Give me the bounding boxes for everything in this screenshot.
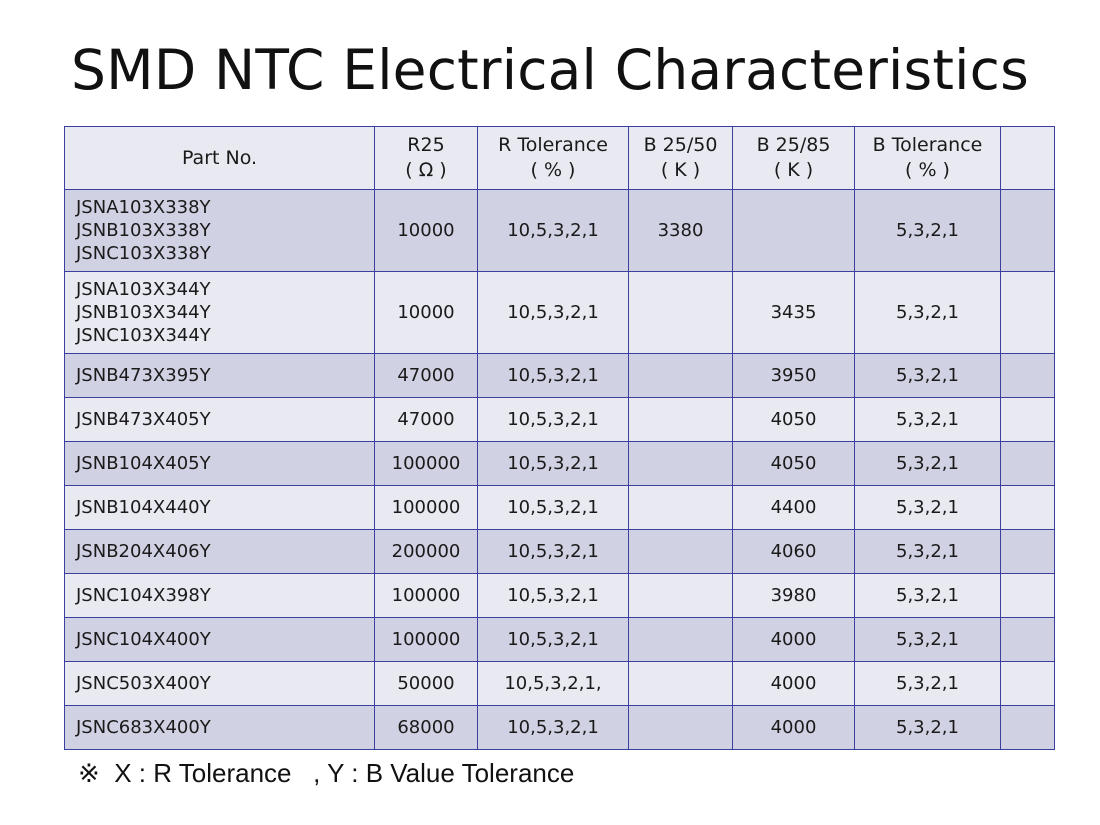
cell-part-no bbox=[65, 442, 375, 486]
header-row bbox=[65, 127, 1055, 190]
header-b2550: B 25/50 ( K ) bbox=[629, 127, 733, 190]
header-extra bbox=[1001, 127, 1055, 190]
cell-r-tolerance: 10,5,3,2,1 bbox=[478, 530, 629, 574]
part-number: JSNC103X338Y bbox=[76, 243, 211, 264]
cell-b-tolerance: 5,3,2,1 bbox=[855, 574, 1001, 618]
cell-part-no bbox=[65, 398, 375, 442]
cell-b2585: 3435 bbox=[733, 272, 855, 354]
table-row bbox=[65, 486, 1055, 530]
cell-b2585 bbox=[733, 190, 855, 272]
cell-extra bbox=[1001, 442, 1055, 486]
header-r25: R25 ( Ω ) bbox=[375, 127, 478, 190]
cell-r25: 10000 bbox=[375, 272, 478, 354]
header-b2585: B 25/85 ( K ) bbox=[733, 127, 855, 190]
cell-b-tolerance: 5,3,2,1 bbox=[855, 354, 1001, 398]
cell-r25: 100000 bbox=[375, 442, 478, 486]
part-number: JSNB204X406Y bbox=[76, 541, 211, 562]
cell-r25: 100000 bbox=[375, 574, 478, 618]
cell-b2550 bbox=[629, 574, 733, 618]
cell-extra bbox=[1001, 618, 1055, 662]
slide-title: SMD NTC Electrical Characteristics bbox=[71, 38, 1029, 102]
cell-r-tolerance: 10,5,3,2,1 bbox=[478, 574, 629, 618]
cell-r-tolerance: 10,5,3,2,1 bbox=[478, 706, 629, 750]
cell-r25: 47000 bbox=[375, 354, 478, 398]
cell-r25: 100000 bbox=[375, 618, 478, 662]
cell-b2550 bbox=[629, 662, 733, 706]
table-row bbox=[65, 706, 1055, 750]
cell-part-no bbox=[65, 618, 375, 662]
part-number: JSNC104X398Y bbox=[76, 585, 211, 606]
part-number: JSNC103X344Y bbox=[76, 325, 211, 346]
cell-r-tolerance: 10,5,3,2,1 bbox=[478, 354, 629, 398]
cell-extra bbox=[1001, 574, 1055, 618]
part-number: JSNB104X440Y bbox=[76, 497, 211, 518]
cell-b2550 bbox=[629, 272, 733, 354]
cell-r-tolerance: 10,5,3,2,1 bbox=[478, 272, 629, 354]
characteristics-table bbox=[64, 126, 1055, 750]
part-number: JSNA103X344Y bbox=[76, 279, 211, 300]
part-number: JSNB103X344Y bbox=[76, 302, 211, 323]
cell-b2585: 4060 bbox=[733, 530, 855, 574]
cell-r-tolerance: 10,5,3,2,1 bbox=[478, 190, 629, 272]
cell-b-tolerance: 5,3,2,1 bbox=[855, 190, 1001, 272]
cell-part-no bbox=[65, 190, 375, 272]
table-row bbox=[65, 354, 1055, 398]
cell-b2585: 4000 bbox=[733, 662, 855, 706]
table-row bbox=[65, 618, 1055, 662]
cell-part-no bbox=[65, 662, 375, 706]
cell-r25: 10000 bbox=[375, 190, 478, 272]
cell-r-tolerance: 10,5,3,2,1 bbox=[478, 486, 629, 530]
cell-extra bbox=[1001, 272, 1055, 354]
cell-part-no bbox=[65, 354, 375, 398]
cell-r25: 50000 bbox=[375, 662, 478, 706]
cell-r-tolerance: 10,5,3,2,1 bbox=[478, 618, 629, 662]
cell-extra bbox=[1001, 530, 1055, 574]
cell-b2550: 3380 bbox=[629, 190, 733, 272]
header-r-tolerance: R Tolerance ( % ) bbox=[478, 127, 629, 190]
cell-b2585: 4400 bbox=[733, 486, 855, 530]
part-number: JSNB473X405Y bbox=[76, 409, 211, 430]
table-row bbox=[65, 398, 1055, 442]
cell-b2585: 4050 bbox=[733, 398, 855, 442]
cell-b-tolerance: 5,3,2,1 bbox=[855, 272, 1001, 354]
cell-b2585: 3980 bbox=[733, 574, 855, 618]
cell-r-tolerance: 10,5,3,2,1 bbox=[478, 398, 629, 442]
cell-part-no bbox=[65, 486, 375, 530]
part-number: JSNB103X338Y bbox=[76, 220, 211, 241]
cell-r25: 47000 bbox=[375, 398, 478, 442]
cell-b-tolerance: 5,3,2,1 bbox=[855, 530, 1001, 574]
cell-extra bbox=[1001, 354, 1055, 398]
cell-extra bbox=[1001, 190, 1055, 272]
header-part-no: Part No. bbox=[65, 127, 375, 190]
table-row bbox=[65, 442, 1055, 486]
header-b-tolerance: B Tolerance ( % ) bbox=[855, 127, 1001, 190]
cell-b-tolerance: 5,3,2,1 bbox=[855, 662, 1001, 706]
cell-r25: 100000 bbox=[375, 486, 478, 530]
cell-extra bbox=[1001, 486, 1055, 530]
cell-extra bbox=[1001, 662, 1055, 706]
part-number: JSNC104X400Y bbox=[76, 629, 211, 650]
cell-b-tolerance: 5,3,2,1 bbox=[855, 486, 1001, 530]
table-body bbox=[65, 190, 1055, 750]
part-number: JSNC683X400Y bbox=[76, 717, 211, 738]
cell-part-no bbox=[65, 574, 375, 618]
cell-b2550 bbox=[629, 442, 733, 486]
cell-b2585: 3950 bbox=[733, 354, 855, 398]
cell-part-no bbox=[65, 706, 375, 750]
part-number: JSNA103X338Y bbox=[76, 197, 211, 218]
part-number: JSNB104X405Y bbox=[76, 453, 211, 474]
cell-b2550 bbox=[629, 486, 733, 530]
part-number: JSNC503X400Y bbox=[76, 673, 211, 694]
cell-extra bbox=[1001, 398, 1055, 442]
cell-b-tolerance: 5,3,2,1 bbox=[855, 442, 1001, 486]
footnote: ※ X : R Tolerance , Y : B Value Tolerance bbox=[78, 758, 575, 788]
table-row bbox=[65, 272, 1055, 354]
cell-r25: 68000 bbox=[375, 706, 478, 750]
cell-b2550 bbox=[629, 398, 733, 442]
table-row bbox=[65, 574, 1055, 618]
cell-r25: 200000 bbox=[375, 530, 478, 574]
table-row bbox=[65, 530, 1055, 574]
table-row bbox=[65, 190, 1055, 272]
cell-b2550 bbox=[629, 706, 733, 750]
cell-r-tolerance: 10,5,3,2,1, bbox=[478, 662, 629, 706]
cell-b-tolerance: 5,3,2,1 bbox=[855, 618, 1001, 662]
cell-b2550 bbox=[629, 354, 733, 398]
table-row bbox=[65, 662, 1055, 706]
cell-b-tolerance: 5,3,2,1 bbox=[855, 398, 1001, 442]
cell-b2585: 4000 bbox=[733, 706, 855, 750]
part-number: JSNB473X395Y bbox=[76, 365, 211, 386]
cell-b2585: 4000 bbox=[733, 618, 855, 662]
cell-b-tolerance: 5,3,2,1 bbox=[855, 706, 1001, 750]
cell-extra bbox=[1001, 706, 1055, 750]
cell-b2550 bbox=[629, 618, 733, 662]
cell-part-no bbox=[65, 272, 375, 354]
cell-b2585: 4050 bbox=[733, 442, 855, 486]
cell-b2550 bbox=[629, 530, 733, 574]
cell-part-no bbox=[65, 530, 375, 574]
cell-r-tolerance: 10,5,3,2,1 bbox=[478, 442, 629, 486]
